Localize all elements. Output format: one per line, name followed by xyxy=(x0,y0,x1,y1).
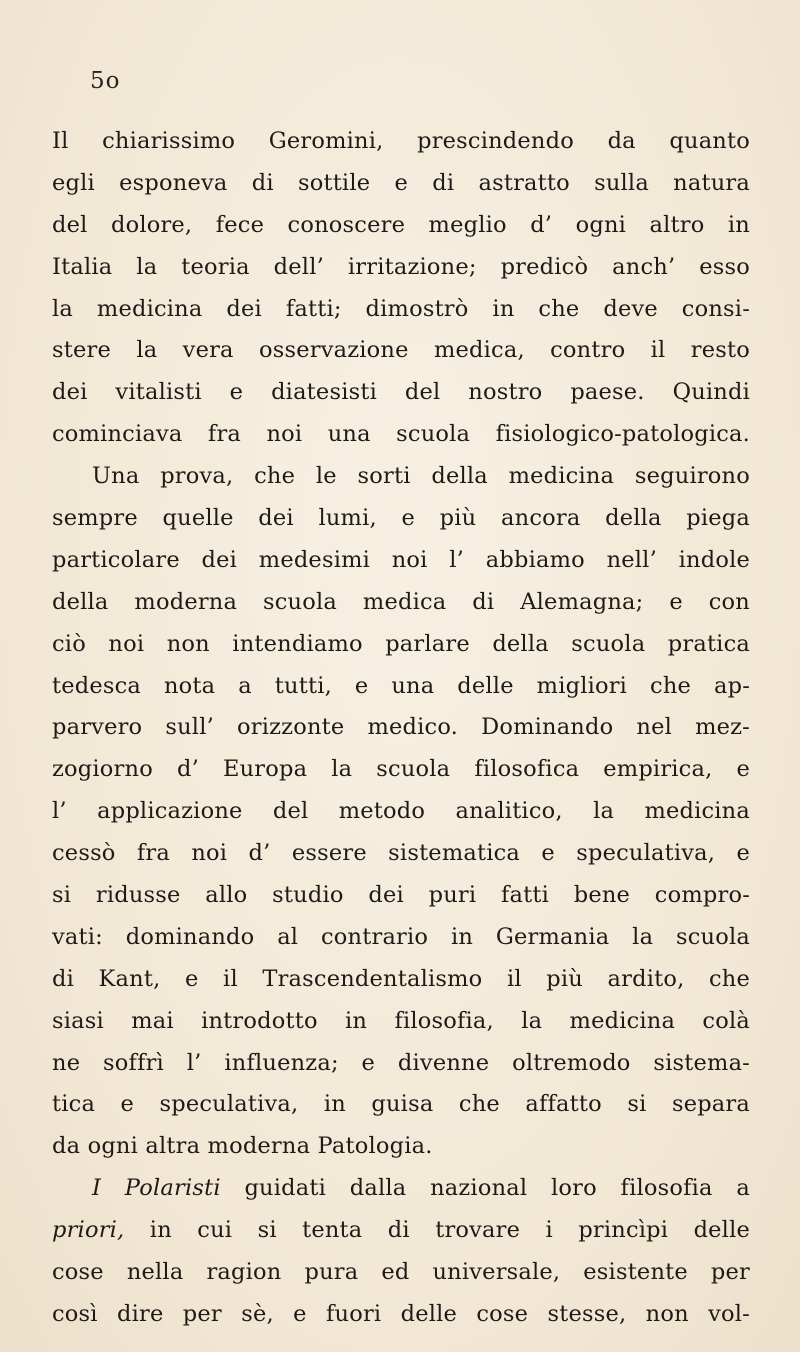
text-line: ciò noi non intendiamo parlare della scuola pratica xyxy=(52,630,750,657)
text-span: guidati dalla nazional loro filosofia a xyxy=(220,1175,750,1202)
text-line: Una prova, che le sorti della medicina seguirono xyxy=(92,463,750,490)
italic-term: I Polaristi xyxy=(92,1175,221,1202)
text-line: parvero sull’ orizzonte medico. Dominando nel mez- xyxy=(52,714,750,741)
text-line: così dire per sè, e fuori delle cose stesse, non vol- xyxy=(52,1300,750,1327)
body-text xyxy=(52,121,750,1336)
text-span: in cui si tenta di trovare i princìpi delle xyxy=(124,1217,750,1244)
text-line: siasi mai introdotto in filosofia, la medicina colà xyxy=(52,1007,750,1034)
text-line: della moderna scuola medica di Alemagna; e con xyxy=(52,588,750,615)
text-line: vati: dominando al contrario in Germania la scuola xyxy=(52,923,750,950)
text-line: tedesca nota a tutti, e una delle migliori che ap- xyxy=(52,672,750,699)
text-line: cose nella ragion pura ed universale, esistente per xyxy=(52,1259,750,1286)
text-line: stere la vera osservazione medica, contro il resto xyxy=(52,337,750,364)
text-line: di Kant, e il Trascendentalismo il più ardito, che xyxy=(52,965,750,992)
text-line: tica e speculativa, in guisa che affatto si separa xyxy=(52,1091,750,1118)
text-line: sempre quelle dei lumi, e più ancora della piega xyxy=(52,505,750,532)
text-line xyxy=(52,1168,750,1210)
text-line: del dolore, fece conoscere meglio d’ ogni altro in xyxy=(52,211,750,238)
text-line: Italia la teoria dell’ irritazione; predicò anch’ esso xyxy=(52,253,750,280)
text-line: la medicina dei fatti; dimostrò in che deve consi- xyxy=(52,295,750,322)
text-line: si ridusse allo studio dei puri fatti bene compro- xyxy=(52,882,750,909)
text-line: particolare dei medesimi noi l’ abbiamo nell’ indole xyxy=(52,546,750,573)
text-line xyxy=(52,1210,750,1252)
page-number: 5o xyxy=(90,68,121,94)
text-line: dei vitalisti e diatesisti del nostro paese. Quindi xyxy=(52,379,750,406)
text-line: zogiorno d’ Europa la scuola filosofica empirica, e xyxy=(52,756,750,783)
text-line: egli esponeva di sottile e di astratto sulla natura xyxy=(52,169,750,196)
text-line: Il chiarissimo Geromini, prescindendo da quanto xyxy=(52,128,750,154)
text-line: cessò fra noi d’ essere sistematica e speculativa, e xyxy=(52,840,750,867)
italic-term: priori, xyxy=(52,1217,125,1244)
text-line: ne soffrì l’ influenza; e divenne oltremodo sistema- xyxy=(52,1049,750,1076)
text-line: l’ applicazione del metodo analitico, la medicina xyxy=(52,798,750,825)
text-line: cominciava fra noi una scuola fisiologico-patologica. xyxy=(52,421,750,448)
text-line: da ogni altra moderna Patologia. xyxy=(52,1133,433,1160)
